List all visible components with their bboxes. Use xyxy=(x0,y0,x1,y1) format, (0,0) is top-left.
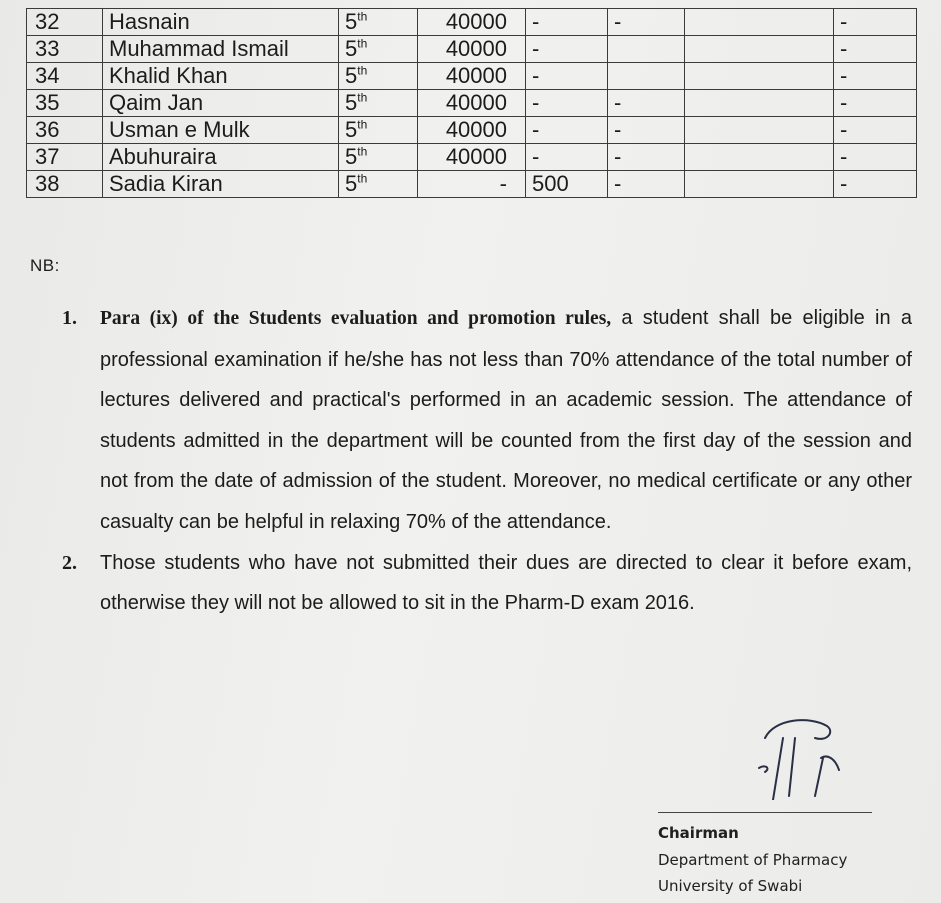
remarks-cell xyxy=(685,9,834,36)
row-number: 36 xyxy=(27,117,103,144)
signatory-title: Chairman xyxy=(658,824,739,842)
table-row xyxy=(27,144,917,171)
amount-cell: - xyxy=(608,90,685,117)
table-row xyxy=(27,9,917,36)
semester-number: 5 xyxy=(345,63,358,88)
note-number: 1. xyxy=(62,307,77,329)
amount-cell: - xyxy=(418,171,526,198)
amount-cell xyxy=(608,36,685,63)
amount-cell: - xyxy=(526,63,608,90)
table-row xyxy=(27,171,917,198)
semester-cell xyxy=(339,171,418,198)
remarks-cell xyxy=(685,90,834,117)
remarks-cell xyxy=(685,117,834,144)
signatory-department: Department of Pharmacy xyxy=(658,850,848,869)
amount-cell: 40000 xyxy=(418,9,526,36)
amount-cell: - xyxy=(526,117,608,144)
semester-number: 5 xyxy=(345,144,358,169)
semester-cell xyxy=(339,144,418,171)
signature xyxy=(735,708,855,800)
semester-number: 5 xyxy=(345,36,358,61)
student-name: Abuhuraira xyxy=(103,144,339,171)
table-row xyxy=(27,117,917,144)
semester-cell xyxy=(339,90,418,117)
amount-cell: - xyxy=(526,9,608,36)
remarks-cell xyxy=(685,63,834,90)
semester-cell xyxy=(339,9,418,36)
amount-cell: - xyxy=(526,144,608,171)
table-row xyxy=(27,90,917,117)
amount-cell: - xyxy=(526,90,608,117)
amount-cell: 40000 xyxy=(418,144,526,171)
row-number: 38 xyxy=(27,171,103,198)
amount-cell: 500 xyxy=(526,171,608,198)
note-item xyxy=(60,298,912,543)
student-dues-table xyxy=(26,8,917,198)
amount-cell: 40000 xyxy=(418,117,526,144)
amount-cell: - xyxy=(834,144,917,171)
table-row xyxy=(27,63,917,90)
row-number: 33 xyxy=(27,36,103,63)
table-row xyxy=(27,36,917,63)
semester-suffix: th xyxy=(357,90,368,105)
amount-cell: - xyxy=(834,63,917,90)
student-name: Qaim Jan xyxy=(103,90,339,117)
amount-cell xyxy=(608,63,685,90)
semester-suffix: th xyxy=(357,171,368,186)
note-text: a student shall be eligible in a professional examination if he/she has not less than 70% attendance of the total number of lectures delivered and practical's performed in an academic session. The attendance of students admitted in the department will be counted from the first day of the session and not from the date of admission of the student. Moreover, no medical certificate or any other casualty can be helpful in relaxing 70% of the attendance. xyxy=(100,307,912,533)
semester-number: 5 xyxy=(345,9,358,34)
signature-line xyxy=(658,812,872,813)
amount-cell: - xyxy=(834,171,917,198)
amount-cell: - xyxy=(608,171,685,198)
student-name: Usman e Mulk xyxy=(103,117,339,144)
semester-suffix: th xyxy=(357,36,368,51)
semester-suffix: th xyxy=(357,117,368,132)
semester-suffix: th xyxy=(357,9,368,24)
amount-cell: - xyxy=(834,117,917,144)
semester-suffix: th xyxy=(357,63,368,78)
amount-cell: 40000 xyxy=(418,36,526,63)
note-lead: Para (ix) of the Students evaluation and promotion rules, xyxy=(100,308,612,329)
student-name: Muhammad Ismail xyxy=(103,36,339,63)
notes-list xyxy=(60,298,912,624)
amount-cell: 40000 xyxy=(418,90,526,117)
remarks-cell xyxy=(685,36,834,63)
semester-cell xyxy=(339,63,418,90)
note-item xyxy=(60,543,912,624)
row-number: 32 xyxy=(27,9,103,36)
amount-cell: - xyxy=(834,90,917,117)
semester-cell xyxy=(339,117,418,144)
amount-cell: - xyxy=(608,117,685,144)
amount-cell: - xyxy=(834,36,917,63)
amount-cell: - xyxy=(608,144,685,171)
semester-number: 5 xyxy=(345,171,358,196)
row-number: 34 xyxy=(27,63,103,90)
student-name: Sadia Kiran xyxy=(103,171,339,198)
amount-cell: - xyxy=(526,36,608,63)
student-name: Hasnain xyxy=(103,9,339,36)
amount-cell: - xyxy=(608,9,685,36)
note-text: Those students who have not submitted their dues are directed to clear it before exam, otherwise they will not be allowed to sit in the Pharm-D exam 2016. xyxy=(100,551,912,615)
note-number: 2. xyxy=(62,551,77,574)
semester-number: 5 xyxy=(345,117,358,142)
remarks-cell xyxy=(685,171,834,198)
signatory-block xyxy=(658,820,847,900)
amount-cell: 40000 xyxy=(418,63,526,90)
student-name: Khalid Khan xyxy=(103,63,339,90)
amount-cell: - xyxy=(834,9,917,36)
row-number: 35 xyxy=(27,90,103,117)
nb-label: NB: xyxy=(30,256,60,275)
semester-number: 5 xyxy=(345,90,358,115)
signatory-university: University of Swabi xyxy=(658,877,803,895)
semester-cell xyxy=(339,36,418,63)
remarks-cell xyxy=(685,144,834,171)
row-number: 37 xyxy=(27,144,103,171)
semester-suffix: th xyxy=(357,144,368,159)
